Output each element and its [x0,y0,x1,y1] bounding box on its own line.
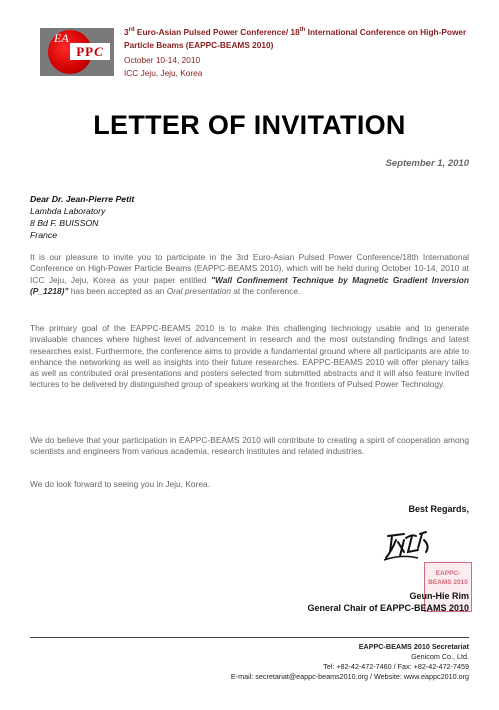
conference-venue: ICC Jeju, Jeju, Korea [124,68,203,78]
paragraph-text: at the conference. [230,285,301,296]
logo-pp: PP [76,44,95,59]
logo-ea-text: EA [54,31,69,45]
title-sup: rd [128,27,135,33]
paragraph-text: It is our pleasure to invite you to participate in the 3rd Euro-Asian Pulsed Power Conference/18th International Conference on High-Power Particle Beams (EAPPC-BEAMS 2010), which will be held during October 10-14, 2010 at ICC Jeju, Jeju, Korea as your paper entitled [30,252,469,285]
seal-text: EAPPC-BEAMS 2010 [428,570,468,586]
footer-org: EAPPC-BEAMS 2010 Secretariat [358,642,469,651]
footer-phone: Tel: +82-42-472-7460 / Fax: +82-42-472-7459 [323,662,469,671]
letter-date: September 1, 2010 [385,158,469,169]
letter-title: LETTER OF INVITATION [93,110,406,140]
footer-contact [231,642,469,682]
paragraph-text: has been accepted as an [68,285,167,296]
letterhead [40,24,480,84]
conference-logo [40,28,114,76]
recipient-block [30,193,134,241]
footer-company: Genicom Co., Ltd. [411,652,469,661]
paragraph-participation: We do believe that your participation in EAPPC-BEAMS 2010 will contribute to creating a spirit of cooperation among scientists and engineers from various academia, research institutes and related industries. [30,435,469,457]
footer-contact-line: E-mail: secretariat@eappc-beams2010.org / Website: www.eappc2010.org [230,672,469,681]
best-regards: Best Regards, [408,504,469,514]
paragraph-invitation [30,252,469,297]
recipient-salutation: Dear Dr. Jean-Pierre Petit [30,194,135,204]
recipient-line: 8 Bd F. BUISSON [30,218,99,228]
footer-divider [30,637,469,638]
logo-ppc-text [70,43,110,60]
presentation-type: Oral presentation [166,285,231,296]
recipient-line: France [30,230,58,240]
signer-name: Geun-Hie Rim [409,591,469,601]
signature [382,522,442,566]
title-sup: th [299,27,306,33]
paper-title: "Wall Confinement Technique by Magnetic Gradient Inversion (P_1218)" [30,274,470,296]
paragraph-closing: We do look forward to seeing you in Jeju, Korea. [30,479,211,489]
signer-title: General Chair of EAPPC-BEAMS 2010 [307,603,469,613]
logo-c: C [94,44,104,59]
recipient-line: Lambda Laboratory [30,206,106,216]
paragraph-goal: The primary goal of the EAPPC-BEAMS 2010 is to make this challenging technology usable and to generate invaluable chances where highest level of advancement in research and the most outstanding findings and latest researches exist. Furthermore, the conference aims to provide a fundamental ground where all participants are able to enhance the networking as well as insights into their future researches. EAPPC-BEAMS 2010 will offer plenary talks as well as contributed oral presentations and posters selected from submitted abstracts and it will also feature invited lectures to be delivered by distinguished group of speakers working at the frontiers of Pulsed Power Technology. [30,323,469,390]
conference-title [124,24,469,52]
title-part: Euro-Asian Pulsed Power Conference/ 18 [134,26,300,37]
title-part: International Conference on High-Power Particle Beams (EAPPC-BEAMS 2010) [124,26,467,50]
signer-block [307,590,469,614]
conference-dates: October 10-14, 2010 [124,55,201,65]
title-part: 3 [124,26,129,37]
